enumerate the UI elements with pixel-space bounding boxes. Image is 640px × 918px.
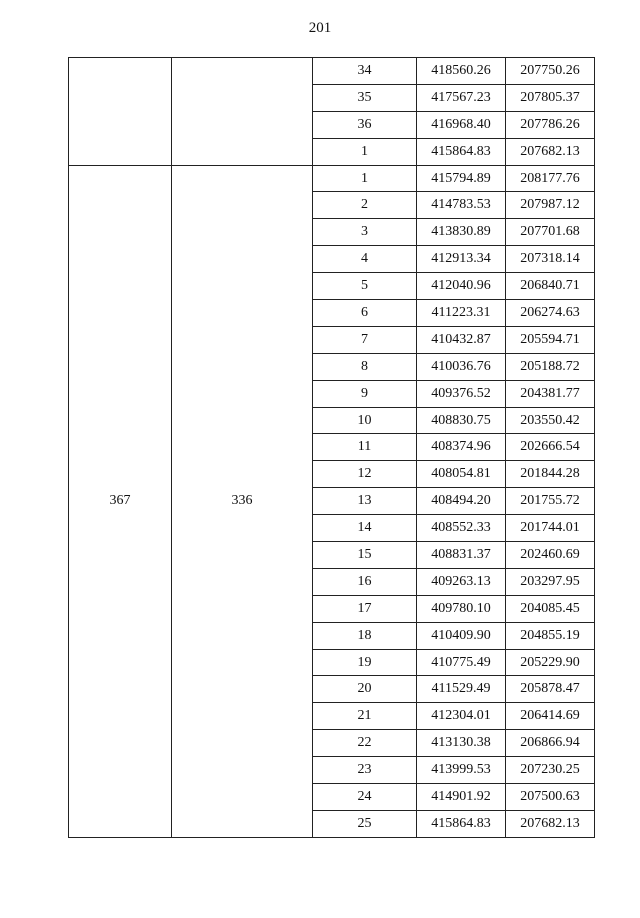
point-number-cell: 19 [313,649,417,676]
y-coordinate-cell: 207750.26 [506,58,595,85]
table-row [69,165,595,192]
x-coordinate-cell: 414901.92 [417,784,506,811]
point-number-cell: 25 [313,810,417,837]
x-coordinate-cell: 410432.87 [417,326,506,353]
x-coordinate-cell: 409780.10 [417,595,506,622]
y-coordinate-cell: 207682.13 [506,138,595,165]
group-number-cell [69,58,172,166]
x-coordinate-cell: 413999.53 [417,757,506,784]
y-coordinate-cell: 206840.71 [506,273,595,300]
point-number-cell: 16 [313,568,417,595]
x-coordinate-cell: 410775.49 [417,649,506,676]
y-coordinate-cell: 205188.72 [506,353,595,380]
y-coordinate-cell: 207230.25 [506,757,595,784]
point-number-cell: 15 [313,542,417,569]
point-number-cell: 35 [313,84,417,111]
x-coordinate-cell: 417567.23 [417,84,506,111]
x-coordinate-cell: 415864.83 [417,810,506,837]
point-number-cell: 12 [313,461,417,488]
x-coordinate-cell: 415864.83 [417,138,506,165]
y-coordinate-cell: 204085.45 [506,595,595,622]
point-number-cell: 23 [313,757,417,784]
point-number-cell: 1 [313,165,417,192]
table-row [69,58,595,85]
y-coordinate-cell: 207786.26 [506,111,595,138]
point-number-cell: 9 [313,380,417,407]
y-coordinate-cell: 202460.69 [506,542,595,569]
point-number-cell: 22 [313,730,417,757]
point-number-cell: 21 [313,703,417,730]
point-number-cell: 13 [313,488,417,515]
y-coordinate-cell: 205229.90 [506,649,595,676]
y-coordinate-cell: 203550.42 [506,407,595,434]
group-subnumber-cell [172,58,313,166]
point-number-cell: 3 [313,219,417,246]
page-number: 201 [308,20,332,36]
x-coordinate-cell: 414783.53 [417,192,506,219]
x-coordinate-cell: 412304.01 [417,703,506,730]
y-coordinate-cell: 201755.72 [506,488,595,515]
y-coordinate-cell: 201844.28 [506,461,595,488]
x-coordinate-cell: 410036.76 [417,353,506,380]
x-coordinate-cell: 410409.90 [417,622,506,649]
point-number-cell: 2 [313,192,417,219]
y-coordinate-cell: 203297.95 [506,568,595,595]
x-coordinate-cell: 408552.33 [417,515,506,542]
x-coordinate-cell: 408054.81 [417,461,506,488]
point-number-cell: 18 [313,622,417,649]
point-number-cell: 24 [313,784,417,811]
y-coordinate-cell: 208177.76 [506,165,595,192]
y-coordinate-cell: 207805.37 [506,84,595,111]
point-number-cell: 36 [313,111,417,138]
y-coordinate-cell: 205594.71 [506,326,595,353]
x-coordinate-cell: 408830.75 [417,407,506,434]
x-coordinate-cell: 412040.96 [417,273,506,300]
y-coordinate-cell: 206274.63 [506,300,595,327]
x-coordinate-cell: 415794.89 [417,165,506,192]
y-coordinate-cell: 207987.12 [506,192,595,219]
x-coordinate-cell: 408494.20 [417,488,506,515]
point-number-cell: 14 [313,515,417,542]
point-number-cell: 10 [313,407,417,434]
y-coordinate-cell: 206414.69 [506,703,595,730]
x-coordinate-cell: 413830.89 [417,219,506,246]
x-coordinate-cell: 413130.38 [417,730,506,757]
x-coordinate-cell: 411529.49 [417,676,506,703]
y-coordinate-cell: 202666.54 [506,434,595,461]
group-subnumber-cell: 336 [172,165,313,837]
point-number-cell: 4 [313,246,417,273]
y-coordinate-cell: 207701.68 [506,219,595,246]
point-number-cell: 1 [313,138,417,165]
point-number-cell: 5 [313,273,417,300]
y-coordinate-cell: 201744.01 [506,515,595,542]
point-number-cell: 17 [313,595,417,622]
y-coordinate-cell: 207682.13 [506,810,595,837]
x-coordinate-cell: 411223.31 [417,300,506,327]
y-coordinate-cell: 205878.47 [506,676,595,703]
point-number-cell: 34 [313,58,417,85]
group-number-cell: 367 [69,165,172,837]
x-coordinate-cell: 412913.34 [417,246,506,273]
x-coordinate-cell: 408374.96 [417,434,506,461]
point-number-cell: 6 [313,300,417,327]
coordinates-table [68,57,595,838]
x-coordinate-cell: 409263.13 [417,568,506,595]
y-coordinate-cell: 207500.63 [506,784,595,811]
y-coordinate-cell: 204855.19 [506,622,595,649]
x-coordinate-cell: 408831.37 [417,542,506,569]
point-number-cell: 8 [313,353,417,380]
point-number-cell: 20 [313,676,417,703]
y-coordinate-cell: 206866.94 [506,730,595,757]
y-coordinate-cell: 204381.77 [506,380,595,407]
x-coordinate-cell: 416968.40 [417,111,506,138]
point-number-cell: 11 [313,434,417,461]
x-coordinate-cell: 418560.26 [417,58,506,85]
point-number-cell: 7 [313,326,417,353]
x-coordinate-cell: 409376.52 [417,380,506,407]
y-coordinate-cell: 207318.14 [506,246,595,273]
